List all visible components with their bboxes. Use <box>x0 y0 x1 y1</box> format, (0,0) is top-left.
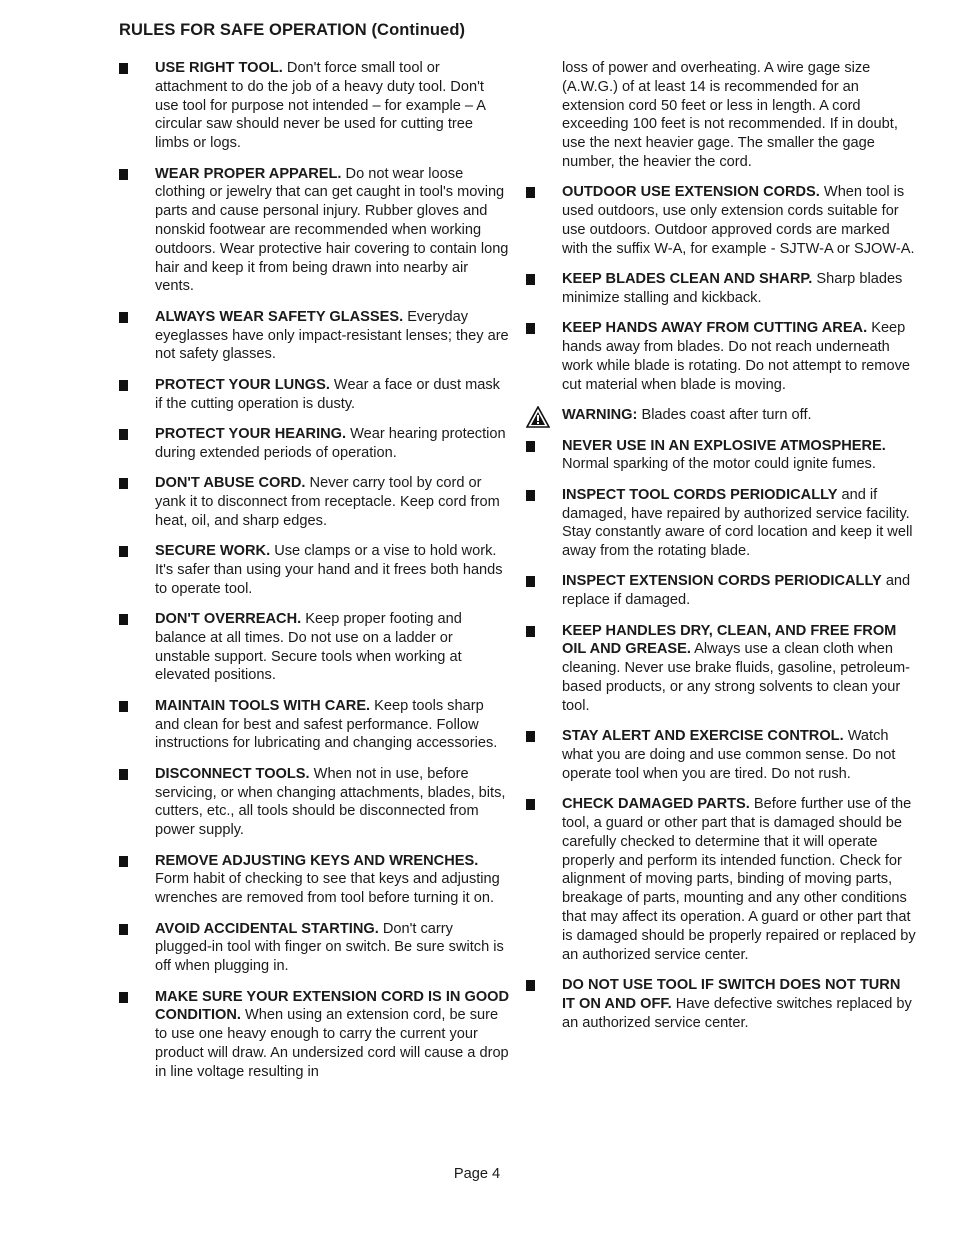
square-bullet-icon <box>119 701 128 712</box>
rule-body: Keep proper footing and balance at all times. Do not use on a ladder or unstable support. Secure tools when working at elevated positions. <box>155 611 462 684</box>
rule-body: and if damaged, have repaired by authorized service facility. Stay constantly aware of cord location and keep it well away from the rotating blade. <box>562 486 913 560</box>
rule-title: STAY ALERT AND EXERCISE CONTROL. <box>562 728 844 745</box>
rule-title: AVOID ACCIDENTAL STARTING. <box>155 920 379 937</box>
rule-body: Form habit of checking to see that keys and adjusting wrenches are removed from tool before turning it on. <box>155 871 500 907</box>
rule-title: KEEP BLADES CLEAN AND SHARP. <box>562 271 813 288</box>
rule-body: Use clamps or a vise to hold work. It's safer than using your hand and it frees both hands to operate tool. <box>155 543 503 597</box>
rule-title: DO NOT USE TOOL IF SWITCH DOES NOT TURN IT ON AND OFF. <box>562 977 901 1012</box>
rule-title: DON'T OVERREACH. <box>155 611 302 628</box>
rule-title: DON'T ABUSE CORD. <box>155 475 306 492</box>
rule-body: When using an extension cord, be sure to use one heavy enough to carry the current your product will draw. An undersized cord will cause a drop in line voltage resulting in <box>155 1007 509 1080</box>
rule-title: INSPECT EXTENSION CORDS PERIODICALLY <box>562 573 882 590</box>
warning-label: WARNING: <box>562 407 638 424</box>
rule-explosive-atmosphere <box>526 437 916 475</box>
rule-title: SECURE WORK. <box>155 543 271 560</box>
rule-protect-hearing <box>119 425 511 463</box>
rule-keep-hands-away <box>526 319 916 394</box>
left-column <box>119 59 511 1093</box>
rule-safety-glasses <box>119 308 511 364</box>
right-column <box>526 59 916 1044</box>
rule-body: Do not wear loose clothing or jewelry that can get caught in tool's moving parts and cause personal injury. Rubber gloves and nonskid footwear are recommended when working outdoors. Wear protective hair covering to contain long hair and keep it from being drawn into nearby air vents. <box>155 165 509 295</box>
square-bullet-icon <box>526 274 535 285</box>
rule-title: KEEP HANDLES DRY, CLEAN, AND FREE FROM OIL AND GREASE. <box>562 622 897 658</box>
rule-body: Wear hearing protection during extended periods of operation. <box>155 425 506 461</box>
rule-body: Sharp blades minimize stalling and kickback. <box>562 271 903 306</box>
rule-title: MAINTAIN TOOLS WITH CARE. <box>155 697 371 714</box>
warning-text: Blades coast after turn off. <box>637 407 812 424</box>
rule-title: KEEP HANDS AWAY FROM CUTTING AREA. <box>562 320 868 337</box>
rule-title: USE RIGHT TOOL. <box>155 60 283 76</box>
rule-title: PROTECT YOUR LUNGS. <box>155 376 330 393</box>
square-bullet-icon <box>526 626 535 637</box>
rule-avoid-accidental-starting <box>119 920 511 976</box>
rule-disconnect-tools <box>119 765 511 840</box>
extension-cord-continuation <box>526 59 916 172</box>
square-bullet-icon <box>119 769 128 780</box>
rule-body: Always use a clean cloth when cleaning. Never use brake fluids, gasoline, petroleum-based products, or any strong solvents to clean your tool. <box>562 641 911 714</box>
rule-keep-handles-dry <box>526 622 916 716</box>
rule-dont-abuse-cord <box>119 474 511 530</box>
rule-title: DISCONNECT TOOLS. <box>155 765 310 782</box>
rule-body: When tool is used outdoors, use only extension cords suitable for use outdoors. Outdoor approved cords are marked with the suffix W-A, for example - SJTW-A or SJOW-A. <box>562 184 915 257</box>
rule-extension-cord-condition <box>119 988 511 1082</box>
square-bullet-icon <box>526 576 535 587</box>
rule-dont-overreach <box>119 610 511 685</box>
rule-switch-defective <box>526 976 916 1032</box>
rule-body: loss of power and overheating. A wire gage size (A.W.G.) of at least 14 is recommended for an extension cord 50 feet or less in length. A cord exceeding 100 feet is not recommended. If in doubt, use the next heavier gage. The smaller the gage number, the heavier the cord. <box>562 60 898 170</box>
rule-body: Never carry tool by cord or yank it to disconnect from receptacle. Keep cord from heat, oil, and sharp edges. <box>155 475 500 529</box>
square-bullet-icon <box>526 441 535 452</box>
rule-title: INSPECT TOOL CORDS PERIODICALLY <box>562 486 838 503</box>
rule-body: Normal sparking of the motor could ignite fumes. <box>562 456 876 473</box>
warning-note <box>526 406 916 425</box>
rule-stay-alert <box>526 727 916 783</box>
rule-inspect-extension-cords <box>526 572 916 610</box>
rule-body: Before further use of the tool, a guard or other part that is damaged should be carefully checked to determine that it will operate properly and perform its intended function. Check for alignment of moving parts, binding of moving parts, breakage of parts, mounting and any other conditions that may affect its operation. A guard or other part that is damaged should be properly repaired or replaced by an authorized service center. <box>562 796 916 963</box>
square-bullet-icon <box>526 187 535 198</box>
rule-body: and replace if damaged. <box>562 573 911 609</box>
rule-title: NEVER USE IN AN EXPLOSIVE ATMOSPHERE. <box>562 437 886 454</box>
rule-body: Watch what you are doing and use common sense. Do not operate tool when you are tired. Do not rush. <box>562 728 896 782</box>
square-bullet-icon <box>119 478 128 489</box>
rule-remove-adjusting-keys <box>119 852 511 908</box>
rule-title: ALWAYS WEAR SAFETY GLASSES. <box>155 308 404 325</box>
rule-body: Don't force small tool or attachment to do the job of a heavy duty tool. Don't use tool for purpose not intended – for example – A circular saw should never be used for cutting tree limbs or logs. <box>155 60 486 152</box>
square-bullet-icon <box>526 323 535 334</box>
rule-title: REMOVE ADJUSTING KEYS AND WRENCHES. <box>155 852 479 869</box>
square-bullet-icon <box>119 546 128 557</box>
square-bullet-icon <box>119 429 128 440</box>
square-bullet-icon <box>119 856 128 867</box>
rule-secure-work <box>119 542 511 598</box>
rule-body: Everyday eyeglasses have only impact-resistant lenses; they are not safety glasses. <box>155 308 509 363</box>
square-bullet-icon <box>119 63 128 74</box>
rule-title: PROTECT YOUR HEARING. <box>155 425 347 442</box>
rule-body: Have defective switches replaced by an authorized service center. <box>562 995 912 1031</box>
rule-body: Don't carry plugged-in tool with finger on switch. Be sure switch is off when plugging in. <box>155 920 504 975</box>
rule-title: MAKE SURE YOUR EXTENSION CORD IS IN GOOD CONDITION. <box>155 988 510 1024</box>
rule-title: WEAR PROPER APPAREL. <box>155 165 342 182</box>
warning-triangle-icon <box>526 406 550 428</box>
rule-outdoor-extension-cords <box>526 183 916 258</box>
rule-title: OUTDOOR USE EXTENSION CORDS. <box>562 184 820 201</box>
rule-check-damaged-parts <box>526 795 916 964</box>
rule-body: Keep tools sharp and clean for best and safest performance. Follow instructions for lubricating and changing accessories. <box>155 697 498 752</box>
rule-body: When not in use, before servicing, or when changing attachments, blades, bits, cutters, etc., all tools should be disconnected from power supply. <box>155 765 506 839</box>
rule-inspect-tool-cords <box>526 486 916 561</box>
square-bullet-icon <box>526 799 535 810</box>
square-bullet-icon <box>526 980 535 991</box>
rule-title: CHECK DAMAGED PARTS. <box>562 796 750 813</box>
rule-use-right-tool <box>119 59 511 153</box>
rule-body: Keep hands away from blades. Do not reach underneath work while blade is rotating. Do not attempt to remove cut material when blade is moving. <box>562 320 910 393</box>
rule-wear-proper-apparel <box>119 165 511 297</box>
square-bullet-icon <box>526 731 535 742</box>
square-bullet-icon <box>119 380 128 391</box>
rule-maintain-tools <box>119 697 511 753</box>
rule-body: Wear a face or dust mask if the cutting operation is dusty. <box>155 376 500 412</box>
square-bullet-icon <box>119 992 128 1003</box>
rule-protect-lungs <box>119 376 511 414</box>
rule-keep-blades-clean <box>526 270 916 308</box>
square-bullet-icon <box>119 924 128 935</box>
page-number: Page 4 <box>453 1166 501 1182</box>
page-heading: RULES FOR SAFE OPERATION (Continued) <box>119 21 466 39</box>
square-bullet-icon <box>526 490 535 501</box>
square-bullet-icon <box>119 312 128 323</box>
square-bullet-icon <box>119 169 128 180</box>
square-bullet-icon <box>119 614 128 625</box>
